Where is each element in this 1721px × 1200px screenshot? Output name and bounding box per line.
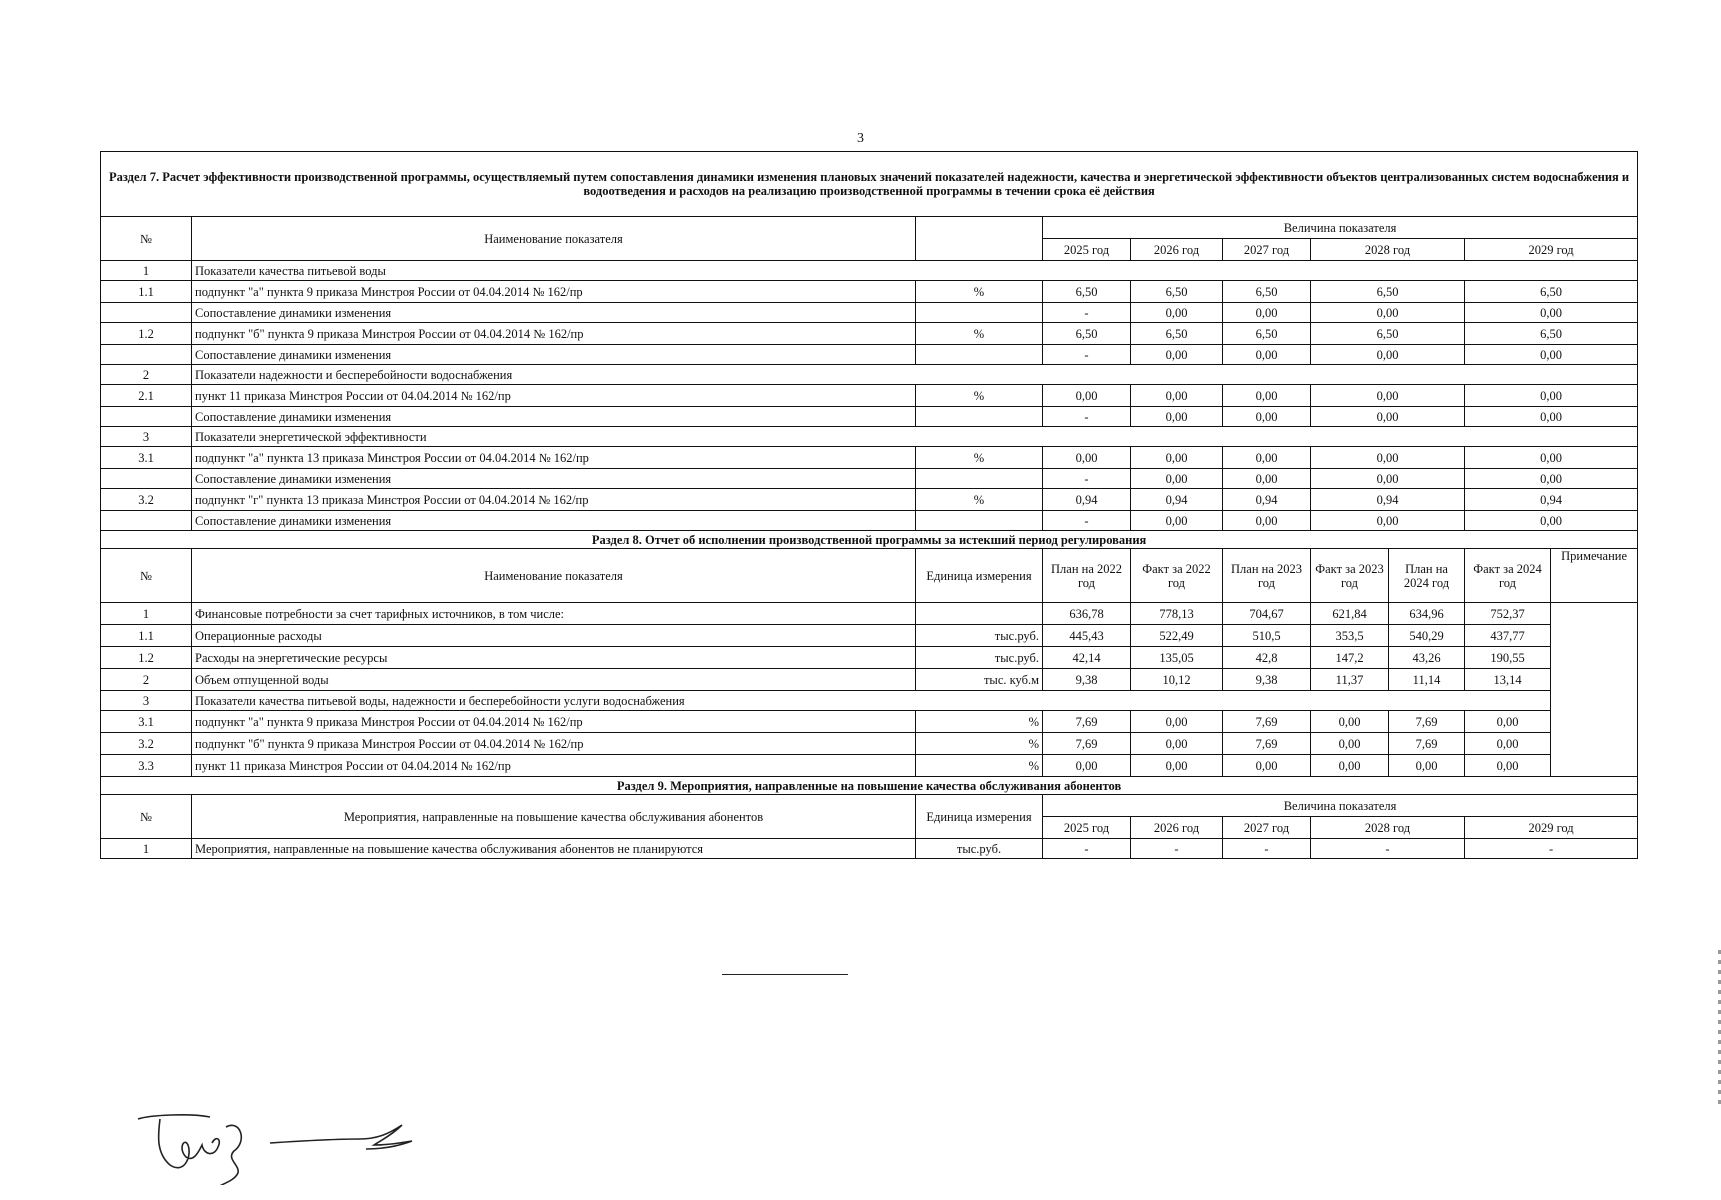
table-row <box>101 691 1638 711</box>
value-cell: 6,50 <box>1131 323 1223 345</box>
section8-header-name: Наименование показателя <box>192 549 916 603</box>
value-cell: 7,69 <box>1389 711 1465 733</box>
row-unit: % <box>916 711 1043 733</box>
row-name: Объем отпущенной воды <box>192 669 916 691</box>
row-name: подпункт "г" пункта 13 приказа Минстроя России от 04.04.2014 № 162/пр <box>192 489 916 511</box>
value-cell: - <box>1043 511 1131 531</box>
row-unit: тыс.руб. <box>916 839 1043 859</box>
value-cell: 135,05 <box>1131 647 1223 669</box>
value-cell: 0,00 <box>1465 303 1638 323</box>
row-name: Сопоставление динамики изменения <box>192 469 916 489</box>
row-number: 3 <box>101 691 192 711</box>
value-cell: 0,00 <box>1389 755 1465 777</box>
value-cell: 0,00 <box>1131 469 1223 489</box>
group-title: Показатели качества питьевой воды, надежности и бесперебойности услуги водоснабжения <box>192 691 1551 711</box>
section7-header-name: Наименование показателя <box>192 217 916 261</box>
value-cell: 353,5 <box>1311 625 1389 647</box>
row-unit: % <box>916 281 1043 303</box>
value-cell: 10,12 <box>1131 669 1223 691</box>
value-cell: - <box>1311 839 1465 859</box>
section8-header-col: Факт за 2023 год <box>1311 549 1389 603</box>
table-row <box>101 323 1638 345</box>
section7-header-num: № <box>101 217 192 261</box>
table-row <box>101 261 1638 281</box>
row-unit <box>916 345 1043 365</box>
value-cell: 0,00 <box>1131 755 1223 777</box>
section7-header-year: 2028 год <box>1311 239 1465 261</box>
value-cell: 0,94 <box>1043 489 1131 511</box>
value-cell: 6,50 <box>1223 281 1311 303</box>
value-cell: 0,94 <box>1465 489 1638 511</box>
row-number: 3 <box>101 427 192 447</box>
value-cell: 0,00 <box>1465 511 1638 531</box>
section8-header-col: План на 2024 год <box>1389 549 1465 603</box>
table-row <box>101 303 1638 323</box>
section9-body <box>101 839 1638 859</box>
row-name: Финансовые потребности за счет тарифных источников, в том числе: <box>192 603 916 625</box>
value-cell: 0,94 <box>1311 489 1465 511</box>
section9-header-num: № <box>101 795 192 839</box>
note-cell <box>1551 603 1638 777</box>
row-unit <box>916 469 1043 489</box>
value-cell: 0,00 <box>1465 733 1551 755</box>
row-unit <box>916 407 1043 427</box>
section8-header-col: План на 2023 год <box>1223 549 1311 603</box>
value-cell: - <box>1043 303 1131 323</box>
section7-header-value-group: Величина показателя <box>1043 217 1638 239</box>
row-name: Сопоставление динамики изменения <box>192 345 916 365</box>
row-name: Операционные расходы <box>192 625 916 647</box>
value-cell: 42,14 <box>1043 647 1131 669</box>
value-cell: 6,50 <box>1043 323 1131 345</box>
row-unit: тыс.руб. <box>916 625 1043 647</box>
table-row <box>101 365 1638 385</box>
value-cell: 6,50 <box>1043 281 1131 303</box>
value-cell: 11,14 <box>1389 669 1465 691</box>
value-cell: 0,00 <box>1131 711 1223 733</box>
section9-header-unit: Единица измерения <box>916 795 1043 839</box>
value-cell: 13,14 <box>1465 669 1551 691</box>
table-row <box>101 447 1638 469</box>
row-number: 2 <box>101 669 192 691</box>
table-row <box>101 711 1638 733</box>
value-cell: 0,00 <box>1311 511 1465 531</box>
section7-title: Раздел 7. Расчет эффективности производственной программы, осуществляемый путем сопоставления динамики изменения плановых значений показателей надежности, качества и энергетической эффективности объектов централизованных систем водоснабжения и водоотведения и расходов на реализацию производственной программы в течении срока её действия <box>101 152 1638 217</box>
value-cell: 11,37 <box>1311 669 1389 691</box>
row-unit: % <box>916 489 1043 511</box>
value-cell: 0,00 <box>1311 755 1389 777</box>
row-number <box>101 407 192 427</box>
row-number: 1.2 <box>101 323 192 345</box>
section8-header-col: План на 2022 год <box>1043 549 1131 603</box>
row-name: подпункт "б" пункта 9 приказа Минстроя России от 04.04.2014 № 162/пр <box>192 323 916 345</box>
value-cell: 704,67 <box>1223 603 1311 625</box>
row-number: 3.1 <box>101 711 192 733</box>
table-row <box>101 733 1638 755</box>
row-name: подпункт "а" пункта 9 приказа Минстроя России от 04.04.2014 № 162/пр <box>192 281 916 303</box>
section9-header-year: 2026 год <box>1131 817 1223 839</box>
table-row <box>101 755 1638 777</box>
table-row <box>101 603 1638 625</box>
table-row <box>101 345 1638 365</box>
row-unit: тыс.руб. <box>916 647 1043 669</box>
value-cell: 778,13 <box>1131 603 1223 625</box>
value-cell: 147,2 <box>1311 647 1389 669</box>
signature-image <box>130 1105 420 1185</box>
row-unit <box>916 511 1043 531</box>
section7-body <box>101 261 1638 531</box>
value-cell: 9,38 <box>1223 669 1311 691</box>
row-unit <box>916 603 1043 625</box>
value-cell: 752,37 <box>1465 603 1551 625</box>
value-cell: 540,29 <box>1389 625 1465 647</box>
row-unit: тыс. куб.м <box>916 669 1043 691</box>
value-cell: 190,55 <box>1465 647 1551 669</box>
value-cell: 6,50 <box>1465 281 1638 303</box>
value-cell: 0,00 <box>1223 755 1311 777</box>
value-cell: 0,00 <box>1465 711 1551 733</box>
row-name: подпункт "а" пункта 9 приказа Минстроя России от 04.04.2014 № 162/пр <box>192 711 916 733</box>
row-number: 1 <box>101 839 192 859</box>
value-cell: - <box>1131 839 1223 859</box>
section7-header-unit <box>916 217 1043 261</box>
table-row <box>101 647 1638 669</box>
value-cell: 9,38 <box>1043 669 1131 691</box>
value-cell: 437,77 <box>1465 625 1551 647</box>
value-cell: 0,00 <box>1043 755 1131 777</box>
value-cell: 0,00 <box>1131 303 1223 323</box>
value-cell: 0,00 <box>1311 447 1465 469</box>
row-number: 3.2 <box>101 733 192 755</box>
value-cell: 0,00 <box>1223 385 1311 407</box>
value-cell: 0,00 <box>1465 345 1638 365</box>
value-cell: 0,00 <box>1311 711 1389 733</box>
value-cell: - <box>1223 839 1311 859</box>
value-cell: 0,00 <box>1311 385 1465 407</box>
row-name: пункт 11 приказа Минстроя России от 04.04.2014 № 162/пр <box>192 755 916 777</box>
value-cell: 0,00 <box>1131 385 1223 407</box>
value-cell: 522,49 <box>1131 625 1223 647</box>
section9-title: Раздел 9. Мероприятия, направленные на повышение качества обслуживания абонентов <box>101 777 1638 795</box>
value-cell: 7,69 <box>1223 711 1311 733</box>
value-cell: 0,00 <box>1131 733 1223 755</box>
row-name: Сопоставление динамики изменения <box>192 303 916 323</box>
value-cell: 510,5 <box>1223 625 1311 647</box>
row-number <box>101 303 192 323</box>
report-table <box>100 151 1638 859</box>
table-row <box>101 385 1638 407</box>
row-name: пункт 11 приказа Минстроя России от 04.04.2014 № 162/пр <box>192 385 916 407</box>
row-name: Сопоставление динамики изменения <box>192 407 916 427</box>
value-cell: 0,00 <box>1465 407 1638 427</box>
group-title: Показатели надежности и бесперебойности водоснабжения <box>192 365 1638 385</box>
section8-header-col: Факт за 2024 год <box>1465 549 1551 603</box>
value-cell: 0,00 <box>1311 407 1465 427</box>
value-cell: 0,00 <box>1223 303 1311 323</box>
row-number: 3.2 <box>101 489 192 511</box>
table-row <box>101 427 1638 447</box>
value-cell: 43,26 <box>1389 647 1465 669</box>
section9-header-year: 2028 год <box>1311 817 1465 839</box>
value-cell: 0,00 <box>1131 345 1223 365</box>
section8-body <box>101 603 1638 777</box>
end-of-document-line <box>722 974 848 975</box>
value-cell: 0,00 <box>1223 407 1311 427</box>
row-number: 1 <box>101 261 192 281</box>
value-cell: 0,00 <box>1465 469 1638 489</box>
table-row <box>101 669 1638 691</box>
row-number: 1 <box>101 603 192 625</box>
section9-header-year: 2027 год <box>1223 817 1311 839</box>
row-number: 2 <box>101 365 192 385</box>
table-row <box>101 281 1638 303</box>
value-cell: - <box>1043 345 1131 365</box>
section9-header-name: Мероприятия, направленные на повышение качества обслуживания абонентов <box>192 795 916 839</box>
value-cell: 6,50 <box>1311 323 1465 345</box>
value-cell: 42,8 <box>1223 647 1311 669</box>
group-title: Показатели качества питьевой воды <box>192 261 1638 281</box>
value-cell: 0,94 <box>1131 489 1223 511</box>
row-number <box>101 345 192 365</box>
row-name: Сопоставление динамики изменения <box>192 511 916 531</box>
table-row <box>101 407 1638 427</box>
row-number <box>101 469 192 489</box>
section7-header-year: 2025 год <box>1043 239 1131 261</box>
value-cell: 0,00 <box>1131 407 1223 427</box>
section9-header-value-group: Величина показателя <box>1043 795 1638 817</box>
row-name: подпункт "б" пункта 9 приказа Минстроя России от 04.04.2014 № 162/пр <box>192 733 916 755</box>
row-number: 2.1 <box>101 385 192 407</box>
value-cell: 7,69 <box>1223 733 1311 755</box>
section8-header-num: № <box>101 549 192 603</box>
row-number: 1.2 <box>101 647 192 669</box>
table-row <box>101 469 1638 489</box>
value-cell: 6,50 <box>1465 323 1638 345</box>
row-number <box>101 511 192 531</box>
value-cell: 7,69 <box>1043 711 1131 733</box>
row-name: подпункт "а" пункта 13 приказа Минстроя России от 04.04.2014 № 162/пр <box>192 447 916 469</box>
value-cell: 7,69 <box>1043 733 1131 755</box>
page-number: 3 <box>857 131 864 146</box>
value-cell: 0,00 <box>1465 385 1638 407</box>
table-row <box>101 625 1638 647</box>
section8-header-unit: Единица измерения <box>916 549 1043 603</box>
section8-header-col: Факт за 2022 год <box>1131 549 1223 603</box>
row-unit <box>916 303 1043 323</box>
value-cell: 0,00 <box>1465 755 1551 777</box>
table-row <box>101 489 1638 511</box>
value-cell: 7,69 <box>1389 733 1465 755</box>
row-number: 1.1 <box>101 625 192 647</box>
value-cell: 0,00 <box>1043 447 1131 469</box>
row-number: 3.1 <box>101 447 192 469</box>
table-row <box>101 511 1638 531</box>
value-cell: 0,00 <box>1311 469 1465 489</box>
row-unit: % <box>916 733 1043 755</box>
row-name: Расходы на энергетические ресурсы <box>192 647 916 669</box>
value-cell: 0,00 <box>1311 345 1465 365</box>
row-unit: % <box>916 385 1043 407</box>
value-cell: 6,50 <box>1223 323 1311 345</box>
row-number: 1.1 <box>101 281 192 303</box>
section8-header-note: Примечание <box>1551 549 1638 603</box>
value-cell: 0,00 <box>1223 469 1311 489</box>
row-unit: % <box>916 755 1043 777</box>
value-cell: 0,00 <box>1131 511 1223 531</box>
section9-header-year: 2029 год <box>1465 817 1638 839</box>
section7-header-year: 2026 год <box>1131 239 1223 261</box>
value-cell: 636,78 <box>1043 603 1131 625</box>
value-cell: 0,00 <box>1043 385 1131 407</box>
value-cell: 621,84 <box>1311 603 1389 625</box>
value-cell: 6,50 <box>1311 281 1465 303</box>
value-cell: 0,00 <box>1311 733 1389 755</box>
row-name: Мероприятия, направленные на повышение качества обслуживания абонентов не планируются <box>192 839 916 859</box>
value-cell: - <box>1043 407 1131 427</box>
value-cell: 6,50 <box>1131 281 1223 303</box>
section9-header-year: 2025 год <box>1043 817 1131 839</box>
row-unit: % <box>916 447 1043 469</box>
value-cell: 0,00 <box>1311 303 1465 323</box>
value-cell: - <box>1043 839 1131 859</box>
value-cell: 0,00 <box>1465 447 1638 469</box>
value-cell: 0,00 <box>1131 447 1223 469</box>
value-cell: 0,94 <box>1223 489 1311 511</box>
row-number: 3.3 <box>101 755 192 777</box>
value-cell: - <box>1465 839 1638 859</box>
value-cell: 0,00 <box>1223 511 1311 531</box>
value-cell: - <box>1043 469 1131 489</box>
value-cell: 634,96 <box>1389 603 1465 625</box>
section8-title: Раздел 8. Отчет об исполнении производственной программы за истекший период регулирования <box>101 531 1638 549</box>
section7-header-year: 2027 год <box>1223 239 1311 261</box>
group-title: Показатели энергетической эффективности <box>192 427 1638 447</box>
table-row <box>101 839 1638 859</box>
value-cell: 0,00 <box>1223 345 1311 365</box>
value-cell: 445,43 <box>1043 625 1131 647</box>
section7-header-year: 2029 год <box>1465 239 1638 261</box>
row-unit: % <box>916 323 1043 345</box>
value-cell: 0,00 <box>1223 447 1311 469</box>
